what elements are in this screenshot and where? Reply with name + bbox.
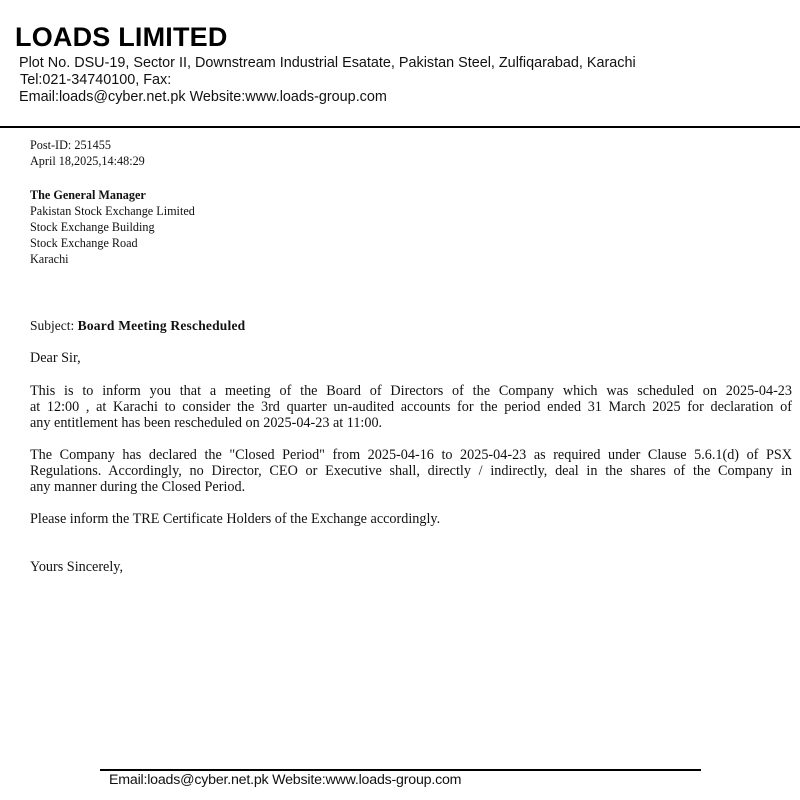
post-date: April 18,2025,14:48:29 xyxy=(30,154,145,168)
company-phone-fax: Tel:021-34740100, Fax: xyxy=(20,72,172,88)
salutation: Dear Sir, xyxy=(30,350,81,366)
recipient-address-line: Pakistan Stock Exchange Limited xyxy=(30,204,195,218)
subject-row xyxy=(30,318,245,334)
paragraph-line: any manner during the Closed Period. xyxy=(30,479,246,495)
paragraph-line: at 12:00 , at Karachi to consider the 3rd quarter un-audited accounts for the period ended 31 March 2025 for declaration of xyxy=(30,399,792,415)
subject-label: Subject: xyxy=(30,318,75,333)
paragraph-inform-holders: Please inform the TRE Certificate Holders of the Exchange accordingly. xyxy=(30,511,441,527)
paragraph-meeting-reschedule xyxy=(30,383,792,431)
recipient-address-line: Stock Exchange Building xyxy=(30,220,155,234)
header-divider xyxy=(0,126,800,128)
paragraph-line: any entitlement has been rescheduled on 2025-04-23 at 11:00. xyxy=(30,415,383,431)
recipient-address-line: Stock Exchange Road xyxy=(30,236,138,250)
footer-contact: Email:loads@cyber.net.pk Website:www.loads-group.com xyxy=(109,772,462,788)
recipient-title: The General Manager xyxy=(30,188,146,202)
post-id: Post-ID: 251455 xyxy=(30,138,111,152)
paragraph-line: This is to inform you that a meeting of the Board of Directors of the Company which was scheduled on 2025-04-23 xyxy=(30,383,792,399)
footer-divider xyxy=(100,769,701,771)
paragraph-line: The Company has declared the "Closed Period" from 2025-04-16 to 2025-04-23 as required under Clause 5.6.1(d) of PSX xyxy=(30,447,792,463)
closing: Yours Sincerely, xyxy=(30,559,124,575)
paragraph-line: Regulations. Accordingly, no Director, CEO or Executive shall, directly / indirectly, deal in the shares of the Company in xyxy=(30,463,792,479)
company-address: Plot No. DSU-19, Sector II, Downstream Industrial Esatate, Pakistan Steel, Zulfiqarabad, Karachi xyxy=(19,55,636,71)
subject-text: Board Meeting Rescheduled xyxy=(77,318,246,333)
company-email-website: Email:loads@cyber.net.pk Website:www.loads-group.com xyxy=(19,89,387,105)
recipient-address-line: Karachi xyxy=(30,252,69,266)
paragraph-closed-period xyxy=(30,447,792,495)
company-name: LOADS LIMITED xyxy=(15,22,228,52)
